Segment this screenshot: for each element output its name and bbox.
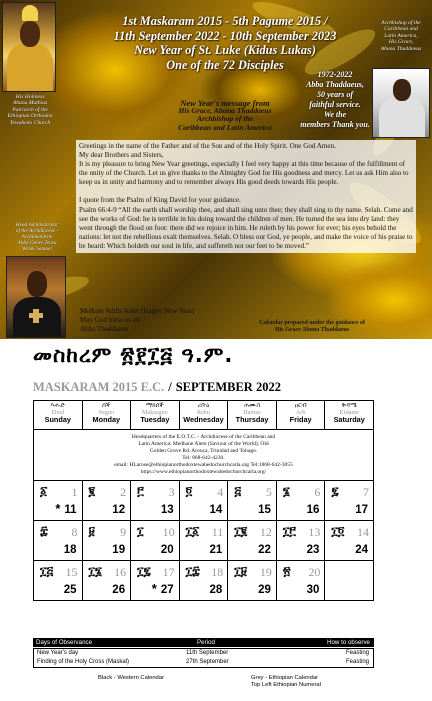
weekday-saturday: ቅዳሜ Kidame Saturday — [325, 401, 374, 430]
archbishop-portrait — [372, 68, 430, 138]
observance-row: Finding of the Holy Cross (Maskal) 27th September Feasting — [37, 659, 369, 665]
day-cell[interactable]: ፯ 7 17 — [325, 481, 374, 521]
day-cell[interactable]: ፲፭ 15 25 — [34, 561, 83, 601]
archbishop-caption: Archbishop of the Caribbean and Latin America, His Grace, Abuna Thaddaeus — [380, 20, 422, 52]
month-title — [33, 380, 281, 395]
observance-col-how: How to observe — [327, 639, 370, 646]
observance-table — [33, 648, 374, 668]
day-cell[interactable]: ፩ 1 * 11 — [34, 481, 83, 521]
headquarters-info-row — [34, 430, 374, 481]
message-heading: New Year's message from His Grace, Abuna Thaddaeus Archbishop of the Caribbean and Latin America — [178, 98, 272, 132]
weekday-tuesday: ማክሰኞ Maksegno Tuesday — [131, 401, 180, 430]
day-cell[interactable]: ፰ 8 18 — [34, 521, 83, 561]
headquarters-info: Headquarters of the E.O.T.C. - Archdiocese of the Caribbean and Latin America: Medhane Alem (Saviour of the World), Old Golden Grove Rd. Arouca, Trinidad and Tobago. Tel: 868-642-4230. email: HLarose@ethiopianorthodoxtewahedochurchcarla.org Tel:1868-642-3055 https://www.ethiopianorthodoxtewahedochurchcarla.org/ — [34, 430, 374, 481]
service-thanks: 1972-2022 Abba Thaddaeus, 50 years of faithful service. We the members Thank you. — [300, 70, 370, 129]
weekday-sunday: እሑድ Ehud Sunday — [34, 401, 83, 430]
day-cell[interactable]: ፲፯ 17 * 27 — [131, 561, 180, 601]
empty-day-cell — [325, 561, 374, 601]
observance-col-period: Period — [197, 639, 215, 646]
new-year-title: 1st Maskaram 2015 - 5th Pagume 2015 / 11th September 2022 - 10th September 2023 New Year of St. Luke (Kidus Lukas) One of the 72 Disciples — [113, 14, 337, 72]
day-cell[interactable]: ፲፰ 18 28 — [179, 561, 228, 601]
month-separator: / — [168, 380, 172, 394]
administrator-portrait — [6, 256, 66, 338]
day-cell[interactable]: ፳ 20 30 — [276, 561, 325, 601]
administrator-caption: Head Administrator of the Archdiocese - Archimandrite Abba Gebre Tensa Welde Samuel — [15, 222, 59, 252]
ethiopian-month: MASKARAM 2015 E.C. — [33, 380, 165, 394]
weekday-thursday: ሐሙስ Hamus Thursday — [228, 401, 277, 430]
amharic-month-title: መስከረም ፳፻፲፭ ዓ.ም. — [33, 343, 234, 367]
day-cell[interactable]: ፲፪ 12 22 — [228, 521, 277, 561]
patriarch-caption: His Holiness Abuna Mathias Patriarch of the Ethiopian Orthodox Tewahedo Church — [7, 94, 53, 126]
day-cell[interactable]: ፲፮ 16 26 — [82, 561, 131, 601]
weekday-monday: ሰኞ Segno Monday — [82, 401, 131, 430]
week-row — [34, 521, 374, 561]
week-row — [34, 481, 374, 521]
day-cell[interactable]: ፪ 2 12 — [82, 481, 131, 521]
observance-col-days: Days of Observance — [36, 639, 93, 646]
legend-western: Black - Western Calendar — [98, 675, 164, 681]
day-cell[interactable]: ፲፬ 14 24 — [325, 521, 374, 561]
signoff: Melkam Addis Amet (Happy New Year) May God bless us all Abba Thaddaeus — [80, 307, 195, 333]
prepared-note: Calendar prepared under the guidance of His Grace Abuna Thaddaeus — [258, 320, 366, 333]
weekday-wednesday: ረቡዕ Rebu Wednesday — [179, 401, 228, 430]
day-cell[interactable]: ፲ 10 20 — [131, 521, 180, 561]
day-cell[interactable]: ፲፩ 11 21 — [179, 521, 228, 561]
day-cell[interactable]: ፬ 4 14 — [179, 481, 228, 521]
new-year-letter: Greetings in the name of the Father and of the Son and of the Holy Spirit. One God Amen. My dear Brothers and Sisters, It is my pleasure to bring New Year greetings, especially I feel very happy at this time because of the fulfillment of the unity of the Church. Let us give thanks to the Almighty God for His goodness and mercy. Let us ask Him also to keep us in unity and harmony and to remember always His good deeds towards His people. I quote from the Psalm of King David for your guidance. Psalm 66:4-9 “All the earth shall worship thee, and shall sing unto thee; they shall sing to thy name. Selah. Come and see the works of God: he is terrible in his doing toward the children of men. He turned the sea into dry land: they went through the flood on foot: there did we rejoice in him. He ruleth by his power for ever; his eyes behold the nations: let not the rebellious exalt themselves. Selah. O bless our God, ye people, and make the voice of his praise to be heard: Which holdeth our soul in life, and suffereth not our feet to be moved.” — [76, 140, 416, 253]
day-cell[interactable]: ፮ 6 16 — [276, 481, 325, 521]
day-cell[interactable]: ፫ 3 13 — [131, 481, 180, 521]
day-cell[interactable]: ፱ 9 19 — [82, 521, 131, 561]
day-cell[interactable]: ፲፱ 19 29 — [228, 561, 277, 601]
month-calendar — [33, 400, 374, 601]
patriarch-portrait — [2, 2, 56, 92]
new-year-poster — [0, 0, 432, 339]
holiday-marker: * — [151, 581, 157, 596]
weekday-header-row — [34, 401, 374, 430]
week-row — [34, 561, 374, 601]
observance-header — [33, 638, 374, 647]
gregorian-month: SEPTEMBER 2022 — [175, 380, 281, 394]
weekday-friday: ዐርብ Arb Friday — [276, 401, 325, 430]
day-cell[interactable]: ፲፫ 13 23 — [276, 521, 325, 561]
holiday-marker: * — [55, 501, 61, 516]
day-cell[interactable]: ፭ 5 15 — [228, 481, 277, 521]
legend-ethiopian: Grey - Ethiopian Calendar Top Left Ethiopian Numeral — [251, 675, 321, 688]
observance-row: New Year's day 11th September Feasting — [37, 650, 369, 656]
